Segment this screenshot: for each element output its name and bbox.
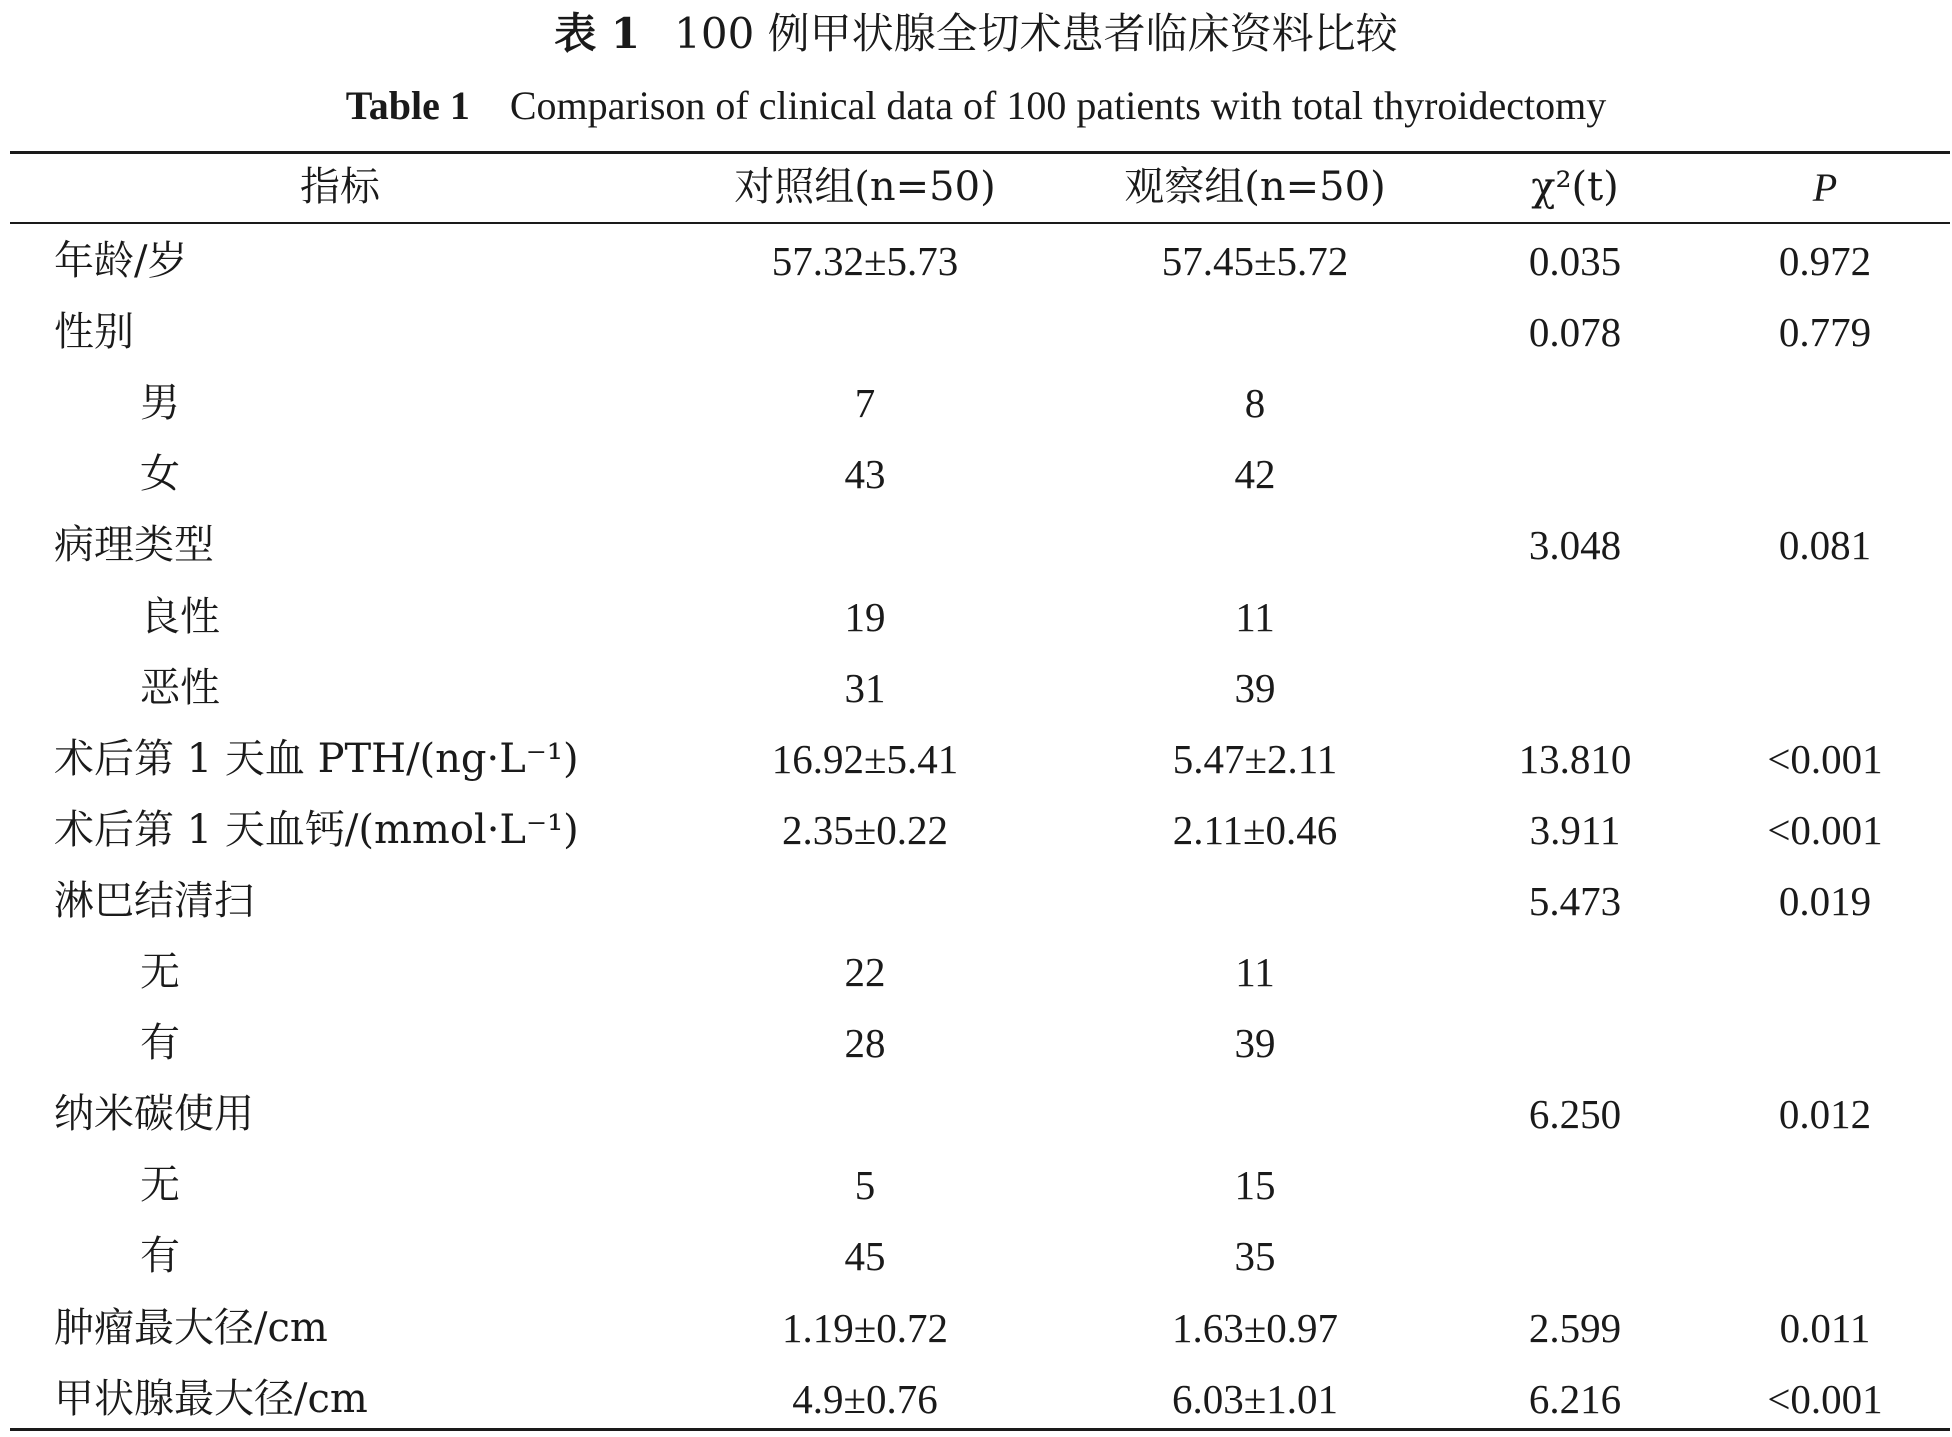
observation-value: 39 xyxy=(1234,1020,1276,1066)
statistic-value: 2.599 xyxy=(1528,1305,1622,1351)
observation-value: 11 xyxy=(1235,594,1275,640)
control-value: 31 xyxy=(844,665,886,711)
p-value xyxy=(1720,582,1930,653)
header-control-group: 对照组(n=50) xyxy=(734,164,996,210)
observation-value xyxy=(1090,1079,1420,1150)
row-label: 术后第 1 天血 PTH/(ng·L⁻¹) xyxy=(54,736,579,782)
table-number-en: Table 1 xyxy=(345,83,470,128)
control-value xyxy=(700,510,1030,581)
p-value xyxy=(1720,1008,1930,1079)
p-value xyxy=(1720,1150,1930,1221)
row-label: 男 xyxy=(140,380,180,426)
table-row xyxy=(0,1008,1952,1079)
table-row xyxy=(0,368,1952,439)
p-value: 0.012 xyxy=(1778,1091,1872,1137)
statistic-value xyxy=(1470,1150,1680,1221)
statistic-value: 3.048 xyxy=(1528,522,1622,568)
p-value xyxy=(1720,1221,1930,1292)
control-value: 43 xyxy=(844,451,886,497)
control-value: 57.32±5.73 xyxy=(771,238,959,284)
row-label: 女 xyxy=(140,451,180,497)
table-row xyxy=(0,1221,1952,1292)
statistic-value xyxy=(1470,439,1680,510)
statistic-value: 5.473 xyxy=(1528,878,1622,924)
row-label: 肿瘤最大径/cm xyxy=(54,1305,328,1351)
p-value xyxy=(1720,439,1930,510)
table-header-rule xyxy=(10,222,1950,224)
table-row xyxy=(0,795,1952,866)
control-value xyxy=(700,866,1030,937)
row-label: 甲状腺最大径/cm xyxy=(54,1376,368,1422)
observation-value: 15 xyxy=(1234,1162,1276,1208)
table-row xyxy=(0,937,1952,1008)
table-caption-en: Comparison of clinical data of 100 patients with total thyroidectomy xyxy=(509,83,1607,128)
table-number-cn: 表 1 xyxy=(554,9,641,58)
row-label: 有 xyxy=(140,1233,180,1279)
table-title-cn xyxy=(0,6,1952,62)
table-row xyxy=(0,582,1952,653)
table-row xyxy=(0,1364,1952,1435)
observation-value xyxy=(1090,866,1420,937)
control-value: 1.19±0.72 xyxy=(781,1305,948,1351)
row-label: 病理类型 xyxy=(54,522,214,568)
control-value: 19 xyxy=(844,594,886,640)
observation-value: 2.11±0.46 xyxy=(1172,807,1338,853)
row-label: 纳米碳使用 xyxy=(54,1091,254,1137)
statistic-value: 0.078 xyxy=(1528,309,1622,355)
control-value xyxy=(700,1079,1030,1150)
observation-value: 57.45±5.72 xyxy=(1161,238,1349,284)
observation-value xyxy=(1090,510,1420,581)
statistic-value xyxy=(1470,1221,1680,1292)
table-row xyxy=(0,1150,1952,1221)
p-value: <0.001 xyxy=(1767,807,1883,853)
header-indicator: 指标 xyxy=(300,164,380,210)
control-value: 22 xyxy=(844,949,886,995)
control-value: 2.35±0.22 xyxy=(781,807,948,853)
row-label: 淋巴结清扫 xyxy=(54,878,254,924)
statistic-value xyxy=(1470,582,1680,653)
control-value: 45 xyxy=(844,1233,886,1279)
table-caption-cn: 100 例甲状腺全切术患者临床资料比较 xyxy=(674,9,1398,58)
statistic-value: 13.810 xyxy=(1518,736,1632,782)
table-row xyxy=(0,226,1952,297)
table-row xyxy=(0,1293,1952,1364)
table-header-row xyxy=(0,152,1952,223)
p-value: 0.779 xyxy=(1778,309,1872,355)
p-value: 0.081 xyxy=(1778,522,1872,568)
p-value: 0.972 xyxy=(1778,238,1872,284)
p-value xyxy=(1720,368,1930,439)
p-value: 0.019 xyxy=(1778,878,1872,924)
control-value xyxy=(700,297,1030,368)
row-label: 无 xyxy=(140,1162,180,1208)
control-value: 16.92±5.41 xyxy=(771,736,959,782)
observation-value: 5.47±2.11 xyxy=(1172,736,1338,782)
table-row xyxy=(0,510,1952,581)
p-value: 0.011 xyxy=(1779,1305,1871,1351)
statistic-value: 0.035 xyxy=(1528,238,1622,284)
statistic-value xyxy=(1470,653,1680,724)
statistic-value: 3.911 xyxy=(1529,807,1621,853)
observation-value: 1.63±0.97 xyxy=(1171,1305,1338,1351)
observation-value: 35 xyxy=(1234,1233,1276,1279)
observation-value xyxy=(1090,297,1420,368)
header-observation-group: 观察组(n=50) xyxy=(1124,164,1386,210)
header-statistic: χ²(t) xyxy=(1531,164,1619,210)
row-label: 无 xyxy=(140,949,180,995)
observation-value: 6.03±1.01 xyxy=(1171,1376,1338,1422)
statistic-value xyxy=(1470,368,1680,439)
control-value: 5 xyxy=(854,1162,876,1208)
table-row xyxy=(0,866,1952,937)
row-label: 术后第 1 天血钙/(mmol·L⁻¹) xyxy=(54,807,579,853)
table-row xyxy=(0,653,1952,724)
observation-value: 8 xyxy=(1244,380,1266,426)
observation-value: 42 xyxy=(1234,451,1276,497)
table-row xyxy=(0,724,1952,795)
row-label: 恶性 xyxy=(140,665,220,711)
observation-value: 11 xyxy=(1235,949,1275,995)
row-label: 性别 xyxy=(54,309,134,355)
row-label: 有 xyxy=(140,1020,180,1066)
table-row xyxy=(0,297,1952,368)
control-value: 28 xyxy=(844,1020,886,1066)
statistic-value: 6.216 xyxy=(1528,1376,1622,1422)
control-value: 7 xyxy=(854,380,876,426)
observation-value: 39 xyxy=(1234,665,1276,711)
p-value: <0.001 xyxy=(1767,736,1883,782)
row-label: 年龄/岁 xyxy=(54,238,188,284)
table-row xyxy=(0,439,1952,510)
p-value xyxy=(1720,937,1930,1008)
statistic-value xyxy=(1470,937,1680,1008)
statistic-value xyxy=(1470,1008,1680,1079)
control-value: 4.9±0.76 xyxy=(792,1376,938,1422)
p-value xyxy=(1720,653,1930,724)
p-value: <0.001 xyxy=(1767,1376,1883,1422)
table-title-en xyxy=(0,78,1952,134)
table-row xyxy=(0,1079,1952,1150)
row-label: 良性 xyxy=(140,594,220,640)
statistic-value: 6.250 xyxy=(1528,1091,1622,1137)
header-p-value: P xyxy=(1812,165,1838,210)
table-bottom-rule xyxy=(10,1428,1950,1431)
